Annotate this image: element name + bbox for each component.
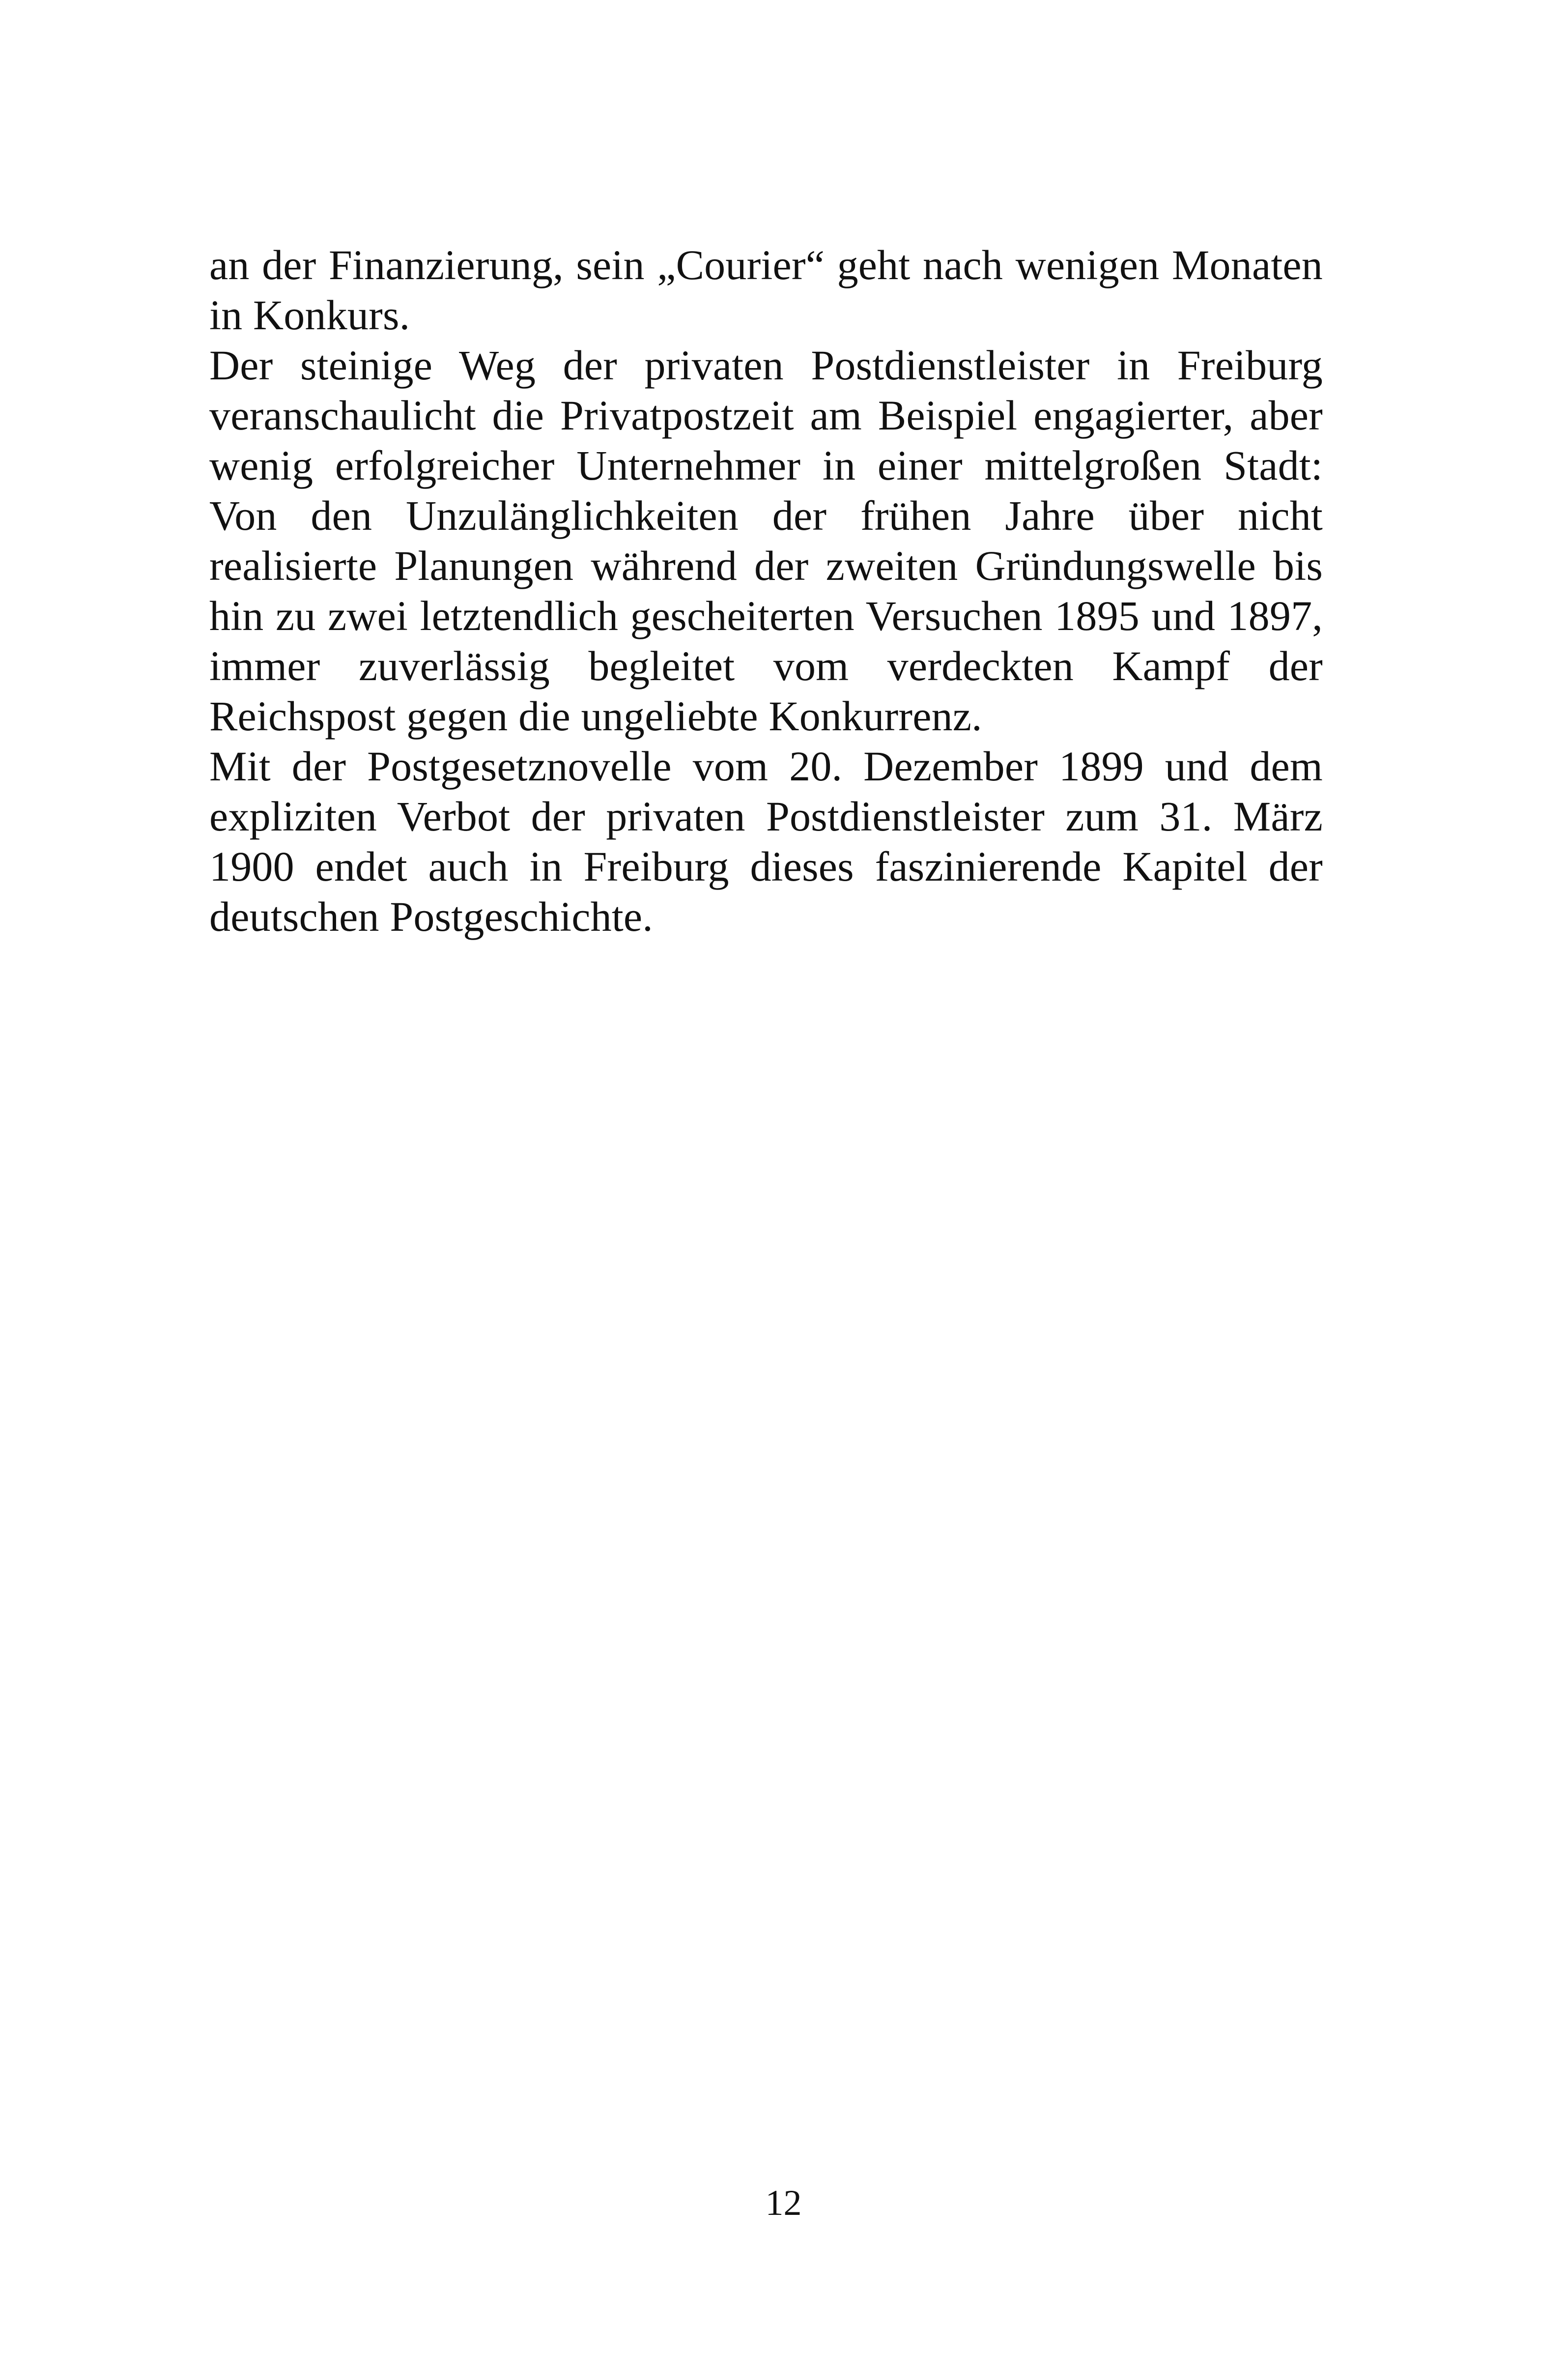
paragraph-conclusion: Mit der Postgesetznovelle vom 20. Dezember 1899 und dem expliziten Verbot der privaten Postdienstleister zum 31. März 1900 endet auch in Freiburg dieses faszinierende Kapitel der deutschen Postgeschichte. <box>209 743 1323 940</box>
paragraph-summary: Der steinige Weg der privaten Postdienstleister in Freiburg veranschaulicht die Privatpostzeit am Beispiel engagierter, aber wenig erfolgreicher Unternehmer in einer mittelgroßen Stadt: Von den Unzulänglichkeiten der frühen Jahre über nicht realisierte Planungen während der zweiten Gründungswelle bis hin zu zwei letztendlich gescheiterten Versuchen 1895 und 1897, immer zuverlässig begleitet vom verdeckten Kampf der Reichspost gegen die ungeliebte Konkurrenz. <box>209 342 1323 740</box>
paragraph-continuation: an der Finanzierung, sein „Courier“ geht nach wenigen Monaten in Konkurs. <box>209 241 1323 339</box>
body-text <box>209 240 1323 942</box>
page-number: 12 <box>765 2183 802 2223</box>
